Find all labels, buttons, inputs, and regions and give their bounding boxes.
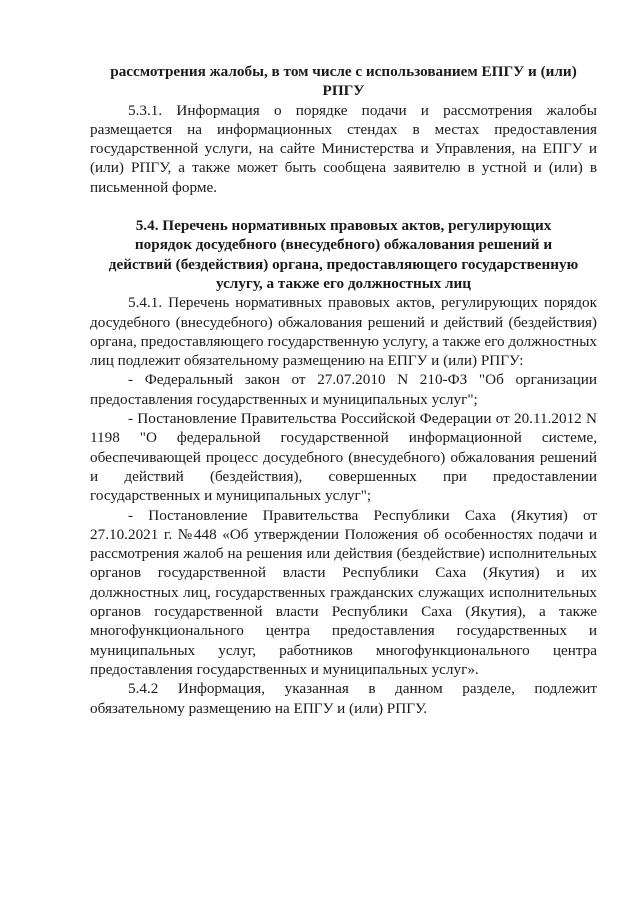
paragraph-5-4-1: 5.4.1. Перечень нормативных правовых актов, регулирующих порядок досудебного (внесудебного) обжалования решений и действий (бездействия) органа, предоставляющего государственную услугу, а также его должностных лиц подлежит обязательному размещению на ЕПГУ и (или) РПГУ: [90, 294, 597, 370]
paragraph-5-3-1: 5.3.1. Информация о порядке подачи и рассмотрения жалобы размещается на информационных стендах в местах предоставления государственной услуги, на сайте Министерства и Управления, на ЕПГУ и (или) РПГУ, а также может быть сообщена заявителю в устной и (или) в письменной форме. [90, 101, 597, 196]
list-item-yakutia-decree: - Постановление Правительства Республики Саха (Якутия) от 27.10.2021 г. №448 «Об утверждении Положения об особенностях подачи и рассмотрения жалоб на решения или действия (бездействие) исполнительных органов государственной власти Республики Саха (Якутия) и их должностных лиц, государственных гражданских служащих исполнительных органов государственной власти Республики Саха (Якутия), а также многофункционального центра предоставления государственных и муниципальных услуг, работников многофункционального центра предоставления государственных и муниципальных услуг». [90, 506, 597, 678]
section-heading-continued: рассмотрения жалобы, в том числе с использованием ЕПГУ и (или) РПГУ [110, 63, 577, 100]
list-item-government-decree: - Постановление Правительства Российской Федерации от 20.11.2012 N 1198 "О федеральной государственной информационной системе, обеспечивающей процесс досудебного (внесудебного) обжалования решений и действий (бездействия), совершенных при предоставлении государственных и муниципальных услуг"; [90, 410, 597, 505]
paragraph-5-4-2: 5.4.2 Информация, указанная в данном разделе, подлежит обязательному размещению на ЕПГУ и (или) РПГУ. [90, 680, 597, 717]
spacer [90, 197, 597, 216]
list-item-federal-law: - Федеральный закон от 27.07.2010 N 210-ФЗ "Об организации предоставления государственных и муниципальных услуг"; [90, 371, 597, 408]
document-page [90, 62, 597, 718]
section-heading-5-4: 5.4. Перечень нормативных правовых актов, регулирующих порядок досудебного (внесудебного) обжалования решений и действий (бездействия) органа, предоставляющего государственную услугу, а также его должностных лиц [108, 217, 579, 292]
